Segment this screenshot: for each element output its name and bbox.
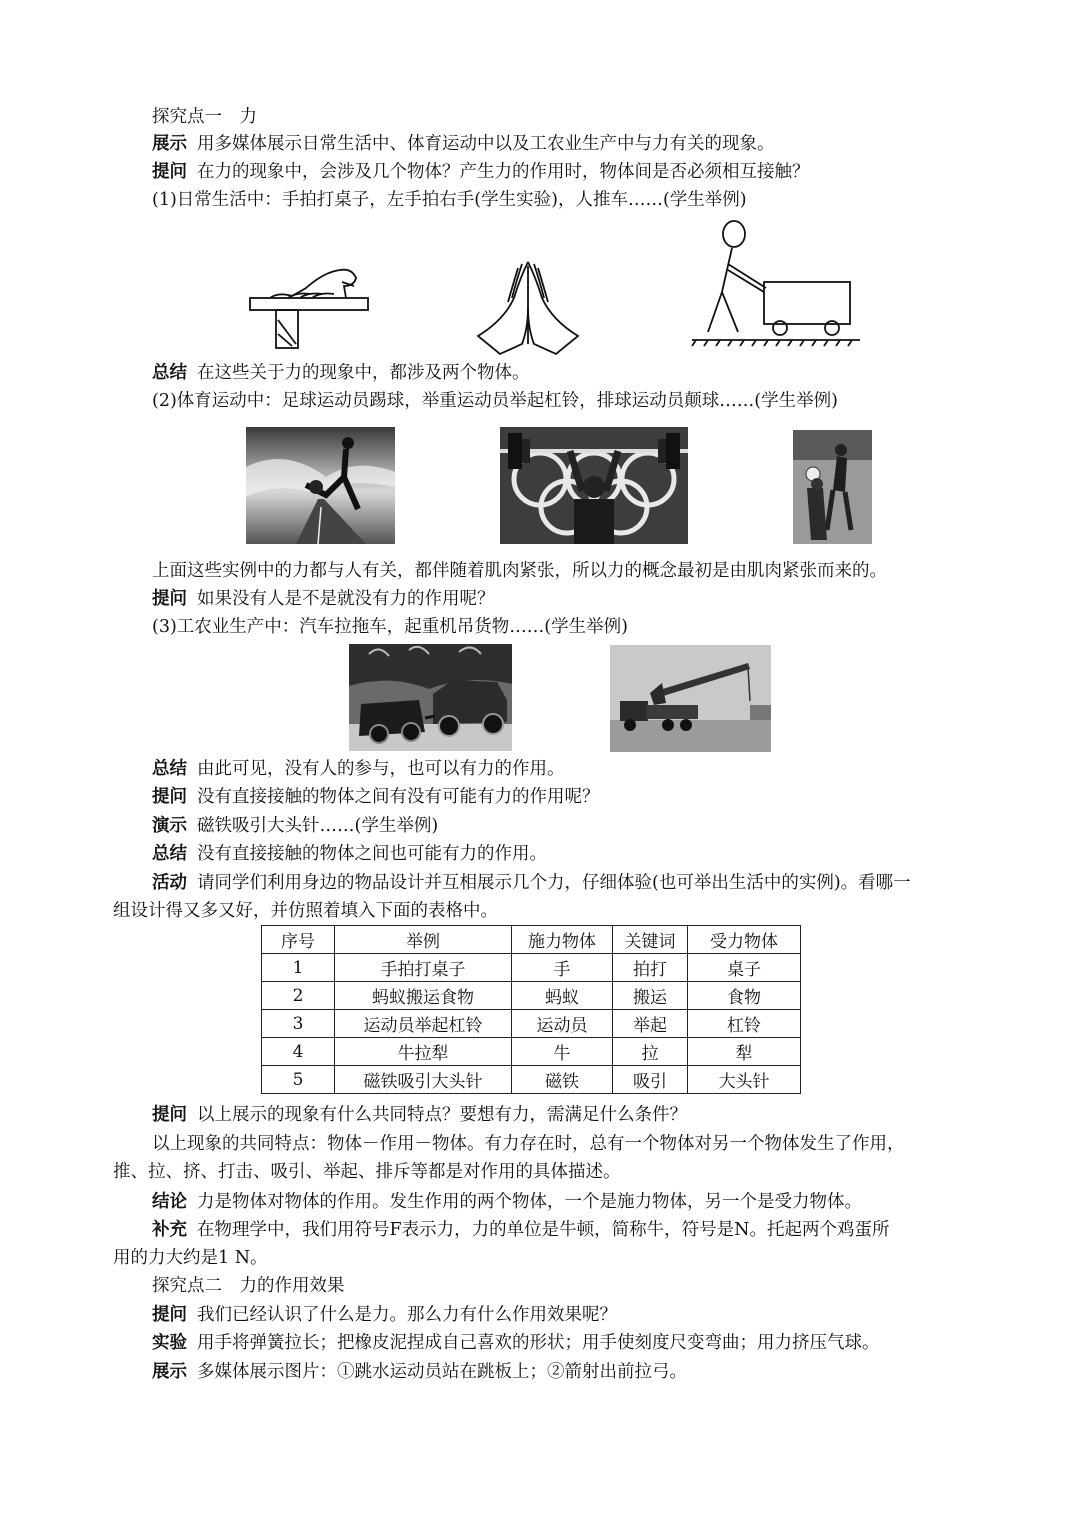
keyword: 结论 — [152, 1192, 187, 1212]
paragraph — [152, 131, 775, 157]
hand-on-table-drawing — [248, 262, 370, 352]
table-cell: 牛拉犁 — [335, 1038, 512, 1066]
table-cell: 拍打 — [613, 954, 688, 982]
paragraph-text: 在这些关于力的现象中，都涉及两个物体。 — [197, 363, 530, 383]
table-row — [262, 1038, 801, 1066]
table-row — [262, 954, 801, 982]
keyword: 提问 — [152, 787, 187, 807]
paragraph-continuation: 用的力大约是1 N。 — [113, 1248, 268, 1268]
keyword: 总结 — [152, 844, 187, 864]
section2-title: 探究点二 力的作用效果 — [152, 1276, 345, 1296]
table-cell: 牛 — [512, 1038, 613, 1066]
table-cell: 蚂蚁搬运食物 — [335, 982, 512, 1010]
paragraph — [152, 756, 565, 782]
keyword: 总结 — [152, 759, 187, 779]
paragraph-text: 请同学们利用身边的物品设计并互相展示几个力，仔细体验(也可举出生活中的实例)。看哪一 — [197, 873, 911, 893]
table-cell: 运动员举起杠铃 — [335, 1010, 512, 1038]
keyword: 展示 — [152, 134, 187, 154]
paragraph-text: 以上展示的现象有什么共同特点？要想有力，需满足什么条件？ — [197, 1105, 687, 1125]
paragraph — [152, 870, 911, 896]
paragraph: 上面这些实例中的力都与人有关，都伴随着肌肉紧张，所以力的概念最初是由肌肉紧张而来的。 — [152, 561, 887, 581]
paragraph-text: 由此可见，没有人的参与，也可以有力的作用。 — [197, 759, 565, 779]
table-cell: 蚂蚁 — [512, 982, 613, 1010]
paragraph-continuation: 组设计得又多又好，并仿照着填入下面的表格中。 — [113, 901, 498, 921]
crane-truck-photo — [610, 645, 771, 752]
paragraph — [152, 1359, 687, 1385]
paragraph — [152, 841, 547, 867]
paragraph — [152, 1330, 880, 1356]
table-cell: 手 — [512, 954, 613, 982]
table-header: 关键词 — [613, 926, 688, 954]
paragraph — [152, 159, 810, 185]
paragraph-text: 没有直接接触的物体之间也可能有力的作用。 — [197, 844, 547, 864]
paragraph-text: 磁铁吸引大头针……(学生举例) — [197, 816, 439, 836]
paragraph-text: 如果没有人是不是就没有力的作用呢？ — [197, 589, 495, 609]
table-header: 施力物体 — [512, 926, 613, 954]
keyword: 活动 — [152, 873, 187, 893]
table-cell: 搬运 — [613, 982, 688, 1010]
keyword: 提问 — [152, 1105, 187, 1125]
paragraph-text: 多媒体展示图片：①跳水运动员站在跳板上；②箭射出前拉弓。 — [197, 1362, 687, 1382]
table-row — [262, 1066, 801, 1094]
paragraph — [152, 360, 530, 386]
table-row — [262, 1010, 801, 1038]
table-cell: 1 — [262, 954, 335, 982]
paragraph-text: 在物理学中，我们用符号F表示力，力的单位是牛顿，简称牛，符号是N。托起两个鸡蛋所 — [197, 1220, 890, 1240]
paragraph: (1)日常生活中：手拍打桌子，左手拍右手(学生实验)，人推车……(学生举例) — [152, 190, 747, 210]
paragraph: (3)工农业生产中：汽车拉拖车，起重机吊货物……(学生举例) — [152, 617, 628, 637]
table-header-row — [262, 926, 801, 954]
football-kick-photo — [246, 427, 395, 544]
paragraph-continuation: 推、拉、挤、打击、吸引、举起、排斥等都是对作用的具体描述。 — [113, 1162, 621, 1182]
force-examples-table — [261, 925, 801, 1094]
paragraph — [152, 1102, 687, 1128]
table-cell: 磁铁吸引大头针 — [335, 1066, 512, 1094]
table-cell: 食物 — [688, 982, 801, 1010]
table-cell: 拉 — [613, 1038, 688, 1066]
table-header: 序号 — [262, 926, 335, 954]
person-pushing-cart-drawing — [688, 220, 864, 350]
table-row — [262, 982, 801, 1010]
table-cell: 桌子 — [688, 954, 801, 982]
table-header: 受力物体 — [688, 926, 801, 954]
volleyball-photo — [793, 430, 872, 544]
paragraph-text: 力是物体对物体的作用。发生作用的两个物体，一个是施力物体，另一个是受力物体。 — [197, 1192, 862, 1212]
keyword: 提问 — [152, 589, 187, 609]
paragraph — [152, 586, 495, 612]
paragraph-text: 在力的现象中，会涉及几个物体？产生力的作用时，物体间是否必须相互接触？ — [197, 162, 810, 182]
paragraph: 以上现象的共同特点：物体－作用－物体。有力存在时，总有一个物体对另一个物体发生了作用， — [152, 1134, 905, 1154]
table-cell: 3 — [262, 1010, 335, 1038]
paragraph: (2)体育运动中：足球运动员踢球，举重运动员举起杠铃，排球运动员颠球……(学生举例) — [152, 391, 838, 411]
keyword: 总结 — [152, 363, 187, 383]
keyword: 实验 — [152, 1333, 187, 1353]
table-cell: 5 — [262, 1066, 335, 1094]
table-header: 举例 — [335, 926, 512, 954]
paragraph — [152, 1189, 862, 1215]
paragraph-text: 我们已经认识了什么是力。那么力有什么作用效果呢？ — [197, 1305, 617, 1325]
paragraph-text: 没有直接接触的物体之间有没有可能有力的作用呢？ — [197, 787, 600, 807]
section1-title: 探究点一 力 — [152, 107, 257, 127]
keyword: 展示 — [152, 1362, 187, 1382]
table-cell: 犁 — [688, 1038, 801, 1066]
table-cell: 杠铃 — [688, 1010, 801, 1038]
keyword: 提问 — [152, 1305, 187, 1325]
paragraph — [152, 1302, 617, 1328]
paragraph — [152, 1217, 889, 1243]
paragraph-text: 用手将弹簧拉长；把橡皮泥捏成自己喜欢的形状；用手使刻度尺变弯曲；用力挤压气球。 — [197, 1333, 880, 1353]
table-cell: 大头针 — [688, 1066, 801, 1094]
table-cell: 2 — [262, 982, 335, 1010]
table-cell: 磁铁 — [512, 1066, 613, 1094]
keyword: 演示 — [152, 816, 187, 836]
table-cell: 运动员 — [512, 1010, 613, 1038]
car-pulling-trailer-photo — [349, 644, 512, 751]
keyword: 补充 — [152, 1220, 187, 1240]
table-cell: 吸引 — [613, 1066, 688, 1094]
table-cell: 手拍打桌子 — [335, 954, 512, 982]
clapping-hands-drawing — [470, 258, 586, 356]
keyword: 提问 — [152, 162, 187, 182]
weightlifting-photo — [500, 427, 688, 544]
paragraph — [152, 784, 600, 810]
table-cell: 举起 — [613, 1010, 688, 1038]
paragraph — [152, 813, 438, 839]
paragraph-text: 用多媒体展示日常生活中、体育运动中以及工农业生产中与力有关的现象。 — [197, 134, 775, 154]
table-cell: 4 — [262, 1038, 335, 1066]
